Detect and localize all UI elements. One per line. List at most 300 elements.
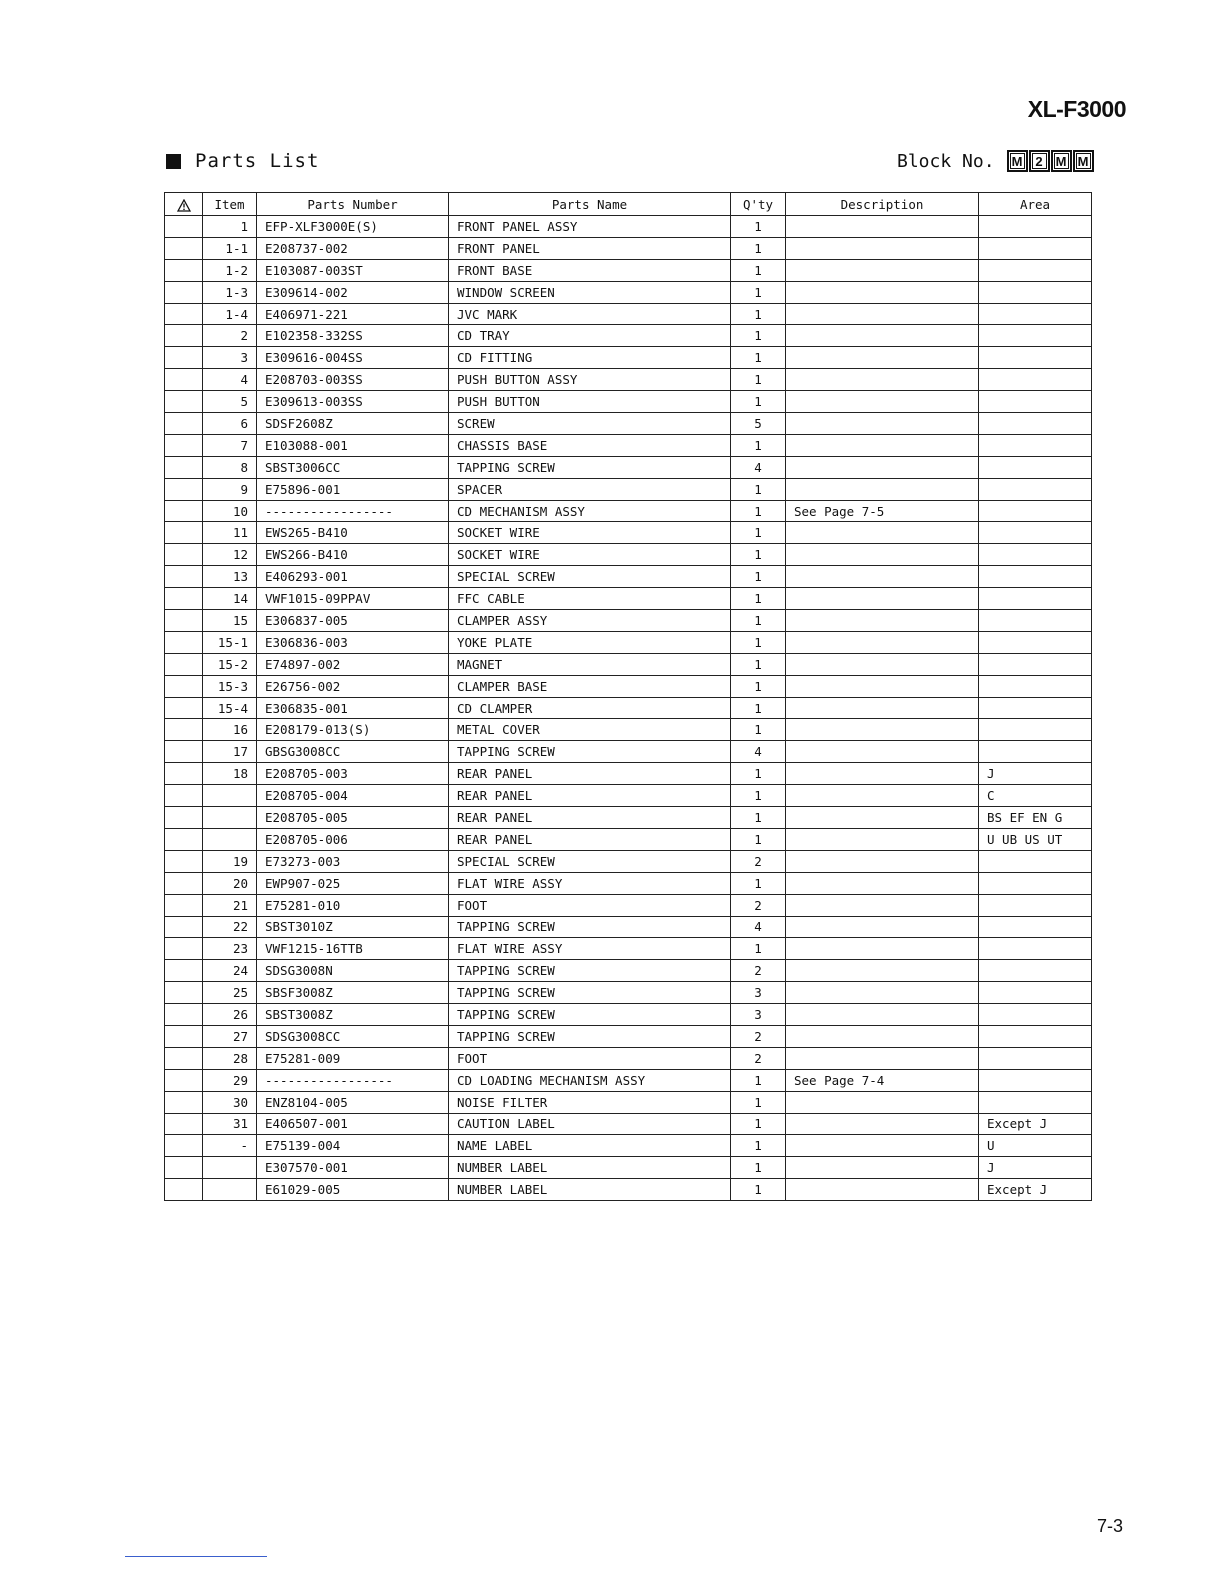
qty-cell: 1 [731,675,786,697]
caution-cell [165,588,203,610]
item-cell: 9 [203,478,257,500]
item-cell: 12 [203,544,257,566]
part-name-cell: FLAT WIRE ASSY [449,872,731,894]
part-number-cell: E73273-003 [257,850,449,872]
table-row [165,938,1092,960]
item-cell [203,785,257,807]
item-cell: 6 [203,413,257,435]
part-number-cell: E208705-005 [257,807,449,829]
description-cell [786,566,979,588]
caution-cell [165,544,203,566]
caution-cell [165,478,203,500]
item-cell: 7 [203,434,257,456]
table-row [165,522,1092,544]
col-header-qty: Q'ty [731,193,786,216]
area-cell [979,1069,1092,1091]
area-cell [979,1004,1092,1026]
table-row [165,325,1092,347]
qty-cell: 4 [731,456,786,478]
area-cell [979,281,1092,303]
table-row [165,1135,1092,1157]
qty-cell: 1 [731,391,786,413]
table-row [165,413,1092,435]
part-name-cell: NOISE FILTER [449,1091,731,1113]
qty-cell: 1 [731,1069,786,1091]
qty-cell: 1 [731,588,786,610]
col-header-part-name: Parts Name [449,193,731,216]
part-number-cell: E103087-003ST [257,259,449,281]
part-number-cell: SBST3006CC [257,456,449,478]
table-row [165,916,1092,938]
part-name-cell: TAPPING SCREW [449,1025,731,1047]
part-number-cell: SBST3010Z [257,916,449,938]
area-cell [979,675,1092,697]
area-cell [979,544,1092,566]
part-number-cell: E306837-005 [257,610,449,632]
area-cell: U UB US UT [979,828,1092,850]
description-cell [786,347,979,369]
part-number-cell: E74897-002 [257,653,449,675]
qty-cell: 5 [731,413,786,435]
table-row [165,1113,1092,1135]
description-cell [786,237,979,259]
table-row [165,1157,1092,1179]
footer-rule [125,1556,267,1557]
description-cell [786,610,979,632]
qty-cell: 1 [731,631,786,653]
description-cell [786,763,979,785]
table-header-row [165,193,1092,216]
item-cell: 17 [203,741,257,763]
part-name-cell: SPECIAL SCREW [449,850,731,872]
item-cell: 30 [203,1091,257,1113]
description-cell [786,653,979,675]
qty-cell: 1 [731,522,786,544]
table-row [165,894,1092,916]
part-name-cell: FRONT PANEL [449,237,731,259]
table-row [165,631,1092,653]
caution-cell [165,391,203,413]
part-number-cell: E307570-001 [257,1157,449,1179]
part-number-cell: SDSG3008N [257,960,449,982]
parts-table-body [165,216,1092,1201]
part-number-cell: VWF1215-16TTB [257,938,449,960]
page-number: 7-3 [1096,1516,1123,1536]
caution-cell [165,916,203,938]
item-cell: 15 [203,610,257,632]
caution-cell [165,347,203,369]
description-cell [786,938,979,960]
caution-cell [165,631,203,653]
part-name-cell: CAUTION LABEL [449,1113,731,1135]
table-row [165,1025,1092,1047]
description-cell [786,960,979,982]
table-row [165,872,1092,894]
item-cell: 15-3 [203,675,257,697]
caution-cell [165,434,203,456]
part-number-cell: E208705-004 [257,785,449,807]
area-cell [979,434,1092,456]
description-cell [786,719,979,741]
qty-cell: 2 [731,960,786,982]
model-title: XL-F3000 [1027,96,1126,122]
area-cell [979,938,1092,960]
caution-cell [165,216,203,238]
caution-cell [165,522,203,544]
description-cell [786,544,979,566]
caution-cell [165,610,203,632]
qty-cell: 2 [731,850,786,872]
part-number-cell: VWF1015-09PPAV [257,588,449,610]
caution-cell [165,982,203,1004]
part-number-cell: E309616-004SS [257,347,449,369]
part-name-cell: FLAT WIRE ASSY [449,938,731,960]
area-cell [979,303,1092,325]
caution-cell [165,303,203,325]
area-cell [979,916,1092,938]
col-header-caution [165,193,203,216]
qty-cell: 2 [731,1025,786,1047]
area-cell [979,653,1092,675]
table-row [165,1047,1092,1069]
table-row [165,828,1092,850]
description-cell [786,281,979,303]
description-cell [786,1025,979,1047]
description-cell [786,325,979,347]
item-cell: 24 [203,960,257,982]
part-name-cell: SPACER [449,478,731,500]
description-cell [786,785,979,807]
area-cell [979,478,1092,500]
table-row [165,544,1092,566]
area-cell [979,259,1092,281]
part-number-cell: ENZ8104-005 [257,1091,449,1113]
part-name-cell: FOOT [449,894,731,916]
caution-cell [165,763,203,785]
item-cell: 26 [203,1004,257,1026]
caution-cell [165,653,203,675]
part-name-cell: TAPPING SCREW [449,960,731,982]
area-cell [979,369,1092,391]
item-cell: 1-1 [203,237,257,259]
item-cell: 3 [203,347,257,369]
caution-cell [165,807,203,829]
area-cell [979,719,1092,741]
part-name-cell: CD LOADING MECHANISM ASSY [449,1069,731,1091]
part-name-cell: JVC MARK [449,303,731,325]
part-number-cell: ----------------- [257,1069,449,1091]
description-cell [786,1004,979,1026]
caution-cell [165,872,203,894]
part-number-cell: EWS265-B410 [257,522,449,544]
area-cell [979,894,1092,916]
caution-cell [165,828,203,850]
area-cell [979,588,1092,610]
caution-cell [165,1047,203,1069]
part-name-cell: SOCKET WIRE [449,544,731,566]
part-number-cell: SBSF3008Z [257,982,449,1004]
description-cell [786,1135,979,1157]
description-cell [786,522,979,544]
part-name-cell: CD MECHANISM ASSY [449,500,731,522]
table-row [165,653,1092,675]
part-name-cell: SOCKET WIRE [449,522,731,544]
qty-cell: 2 [731,894,786,916]
table-row [165,960,1092,982]
part-name-cell: SCREW [449,413,731,435]
qty-cell: 1 [731,369,786,391]
qty-cell: 1 [731,566,786,588]
caution-cell [165,675,203,697]
table-row [165,1069,1092,1091]
caution-cell [165,850,203,872]
item-cell: 4 [203,369,257,391]
qty-cell: 1 [731,500,786,522]
qty-cell: 1 [731,478,786,500]
item-cell [203,828,257,850]
qty-cell: 1 [731,216,786,238]
area-cell [979,522,1092,544]
description-cell [786,216,979,238]
description-cell [786,631,979,653]
caution-cell [165,1091,203,1113]
description-cell [786,1157,979,1179]
item-cell: 16 [203,719,257,741]
qty-cell: 1 [731,828,786,850]
area-cell [979,237,1092,259]
description-cell [786,391,979,413]
part-number-cell: E208703-003SS [257,369,449,391]
part-name-cell: FRONT BASE [449,259,731,281]
qty-cell: 1 [731,1113,786,1135]
item-cell: 21 [203,894,257,916]
item-cell: 20 [203,872,257,894]
item-cell: 2 [203,325,257,347]
part-name-cell: SPECIAL SCREW [449,566,731,588]
item-cell: 14 [203,588,257,610]
area-cell: J [979,1157,1092,1179]
description-cell [786,369,979,391]
part-number-cell: E26756-002 [257,675,449,697]
description-cell: See Page 7-4 [786,1069,979,1091]
item-cell [203,1157,257,1179]
description-cell [786,1091,979,1113]
description-cell [786,259,979,281]
area-cell [979,960,1092,982]
caution-cell [165,938,203,960]
qty-cell: 1 [731,807,786,829]
qty-cell: 1 [731,938,786,960]
caution-cell [165,1157,203,1179]
table-row [165,982,1092,1004]
table-row [165,216,1092,238]
table-row [165,566,1092,588]
square-bullet-icon [166,154,181,169]
area-cell [979,347,1092,369]
caution-cell [165,697,203,719]
qty-cell: 1 [731,259,786,281]
table-row [165,719,1092,741]
item-cell: 25 [203,982,257,1004]
qty-cell: 3 [731,982,786,1004]
col-header-part-number: Parts Number [257,193,449,216]
item-cell: 5 [203,391,257,413]
section-title-text: Parts List [195,150,320,172]
area-cell [979,741,1092,763]
item-cell: 15-4 [203,697,257,719]
part-name-cell: NUMBER LABEL [449,1179,731,1201]
item-cell: 8 [203,456,257,478]
qty-cell: 1 [731,872,786,894]
item-cell [203,1179,257,1201]
item-cell: 29 [203,1069,257,1091]
item-cell: 10 [203,500,257,522]
caution-cell [165,719,203,741]
table-row [165,1091,1092,1113]
caution-cell [165,456,203,478]
qty-cell: 1 [731,434,786,456]
part-number-cell: E406293-001 [257,566,449,588]
table-row [165,1179,1092,1201]
part-name-cell: TAPPING SCREW [449,456,731,478]
caution-cell [165,1004,203,1026]
description-cell [786,1047,979,1069]
block-code: M [1051,150,1072,172]
table-row [165,588,1092,610]
qty-cell: 1 [731,1179,786,1201]
item-cell: 18 [203,763,257,785]
table-row [165,456,1092,478]
description-cell: See Page 7-5 [786,500,979,522]
caution-cell [165,413,203,435]
description-cell [786,478,979,500]
part-name-cell: TAPPING SCREW [449,741,731,763]
block-code: 2 [1029,150,1050,172]
description-cell [786,872,979,894]
item-cell: 28 [203,1047,257,1069]
area-cell [979,413,1092,435]
table-row [165,259,1092,281]
qty-cell: 1 [731,544,786,566]
part-number-cell: SBST3008Z [257,1004,449,1026]
part-name-cell: YOKE PLATE [449,631,731,653]
part-number-cell: E75281-010 [257,894,449,916]
part-number-cell: E306835-001 [257,697,449,719]
area-cell [979,325,1092,347]
part-name-cell: WINDOW SCREEN [449,281,731,303]
block-code: M [1007,150,1028,172]
caution-cell [165,566,203,588]
col-header-description: Description [786,193,979,216]
table-row [165,303,1092,325]
part-number-cell: EWP907-025 [257,872,449,894]
description-cell [786,413,979,435]
caution-cell [165,281,203,303]
table-row [165,347,1092,369]
description-cell [786,894,979,916]
qty-cell: 3 [731,1004,786,1026]
description-cell [786,303,979,325]
table-row [165,281,1092,303]
caution-cell [165,1069,203,1091]
col-header-item: Item [203,193,257,216]
table-row [165,237,1092,259]
area-cell: Except J [979,1179,1092,1201]
part-name-cell: CD FITTING [449,347,731,369]
description-cell [786,588,979,610]
part-name-cell: MAGNET [449,653,731,675]
area-cell [979,456,1092,478]
part-name-cell: REAR PANEL [449,785,731,807]
caution-cell [165,325,203,347]
part-number-cell: ----------------- [257,500,449,522]
part-name-cell: PUSH BUTTON ASSY [449,369,731,391]
part-number-cell: E309613-003SS [257,391,449,413]
caution-cell [165,894,203,916]
part-number-cell: E102358-332SS [257,325,449,347]
part-number-cell: E406507-001 [257,1113,449,1135]
col-header-area: Area [979,193,1092,216]
area-cell [979,850,1092,872]
description-cell [786,828,979,850]
area-cell [979,1025,1092,1047]
table-row [165,763,1092,785]
qty-cell: 4 [731,741,786,763]
caution-cell [165,237,203,259]
area-cell [979,697,1092,719]
table-row [165,369,1092,391]
item-cell: 1 [203,216,257,238]
part-name-cell: FRONT PANEL ASSY [449,216,731,238]
caution-triangle-icon [177,199,191,212]
table-row [165,807,1092,829]
qty-cell: 1 [731,653,786,675]
area-cell [979,872,1092,894]
item-cell: 19 [203,850,257,872]
caution-cell [165,785,203,807]
part-name-cell: PUSH BUTTON [449,391,731,413]
item-cell: 1-4 [203,303,257,325]
area-cell [979,500,1092,522]
description-cell [786,982,979,1004]
parts-table [164,192,1092,1201]
caution-cell [165,1113,203,1135]
qty-cell: 1 [731,610,786,632]
part-number-cell: SDSF2608Z [257,413,449,435]
caution-cell [165,1135,203,1157]
description-cell [786,807,979,829]
part-number-cell: E406971-221 [257,303,449,325]
caution-cell [165,500,203,522]
part-number-cell: E309614-002 [257,281,449,303]
area-cell [979,631,1092,653]
qty-cell: 1 [731,785,786,807]
item-cell: 31 [203,1113,257,1135]
part-name-cell: CD TRAY [449,325,731,347]
item-cell: 13 [203,566,257,588]
part-name-cell: TAPPING SCREW [449,916,731,938]
qty-cell: 1 [731,237,786,259]
part-name-cell: NUMBER LABEL [449,1157,731,1179]
part-name-cell: CLAMPER BASE [449,675,731,697]
description-cell [786,850,979,872]
qty-cell: 1 [731,325,786,347]
part-number-cell: E208737-002 [257,237,449,259]
caution-cell [165,741,203,763]
part-name-cell: TAPPING SCREW [449,982,731,1004]
part-name-cell: REAR PANEL [449,763,731,785]
table-row [165,785,1092,807]
